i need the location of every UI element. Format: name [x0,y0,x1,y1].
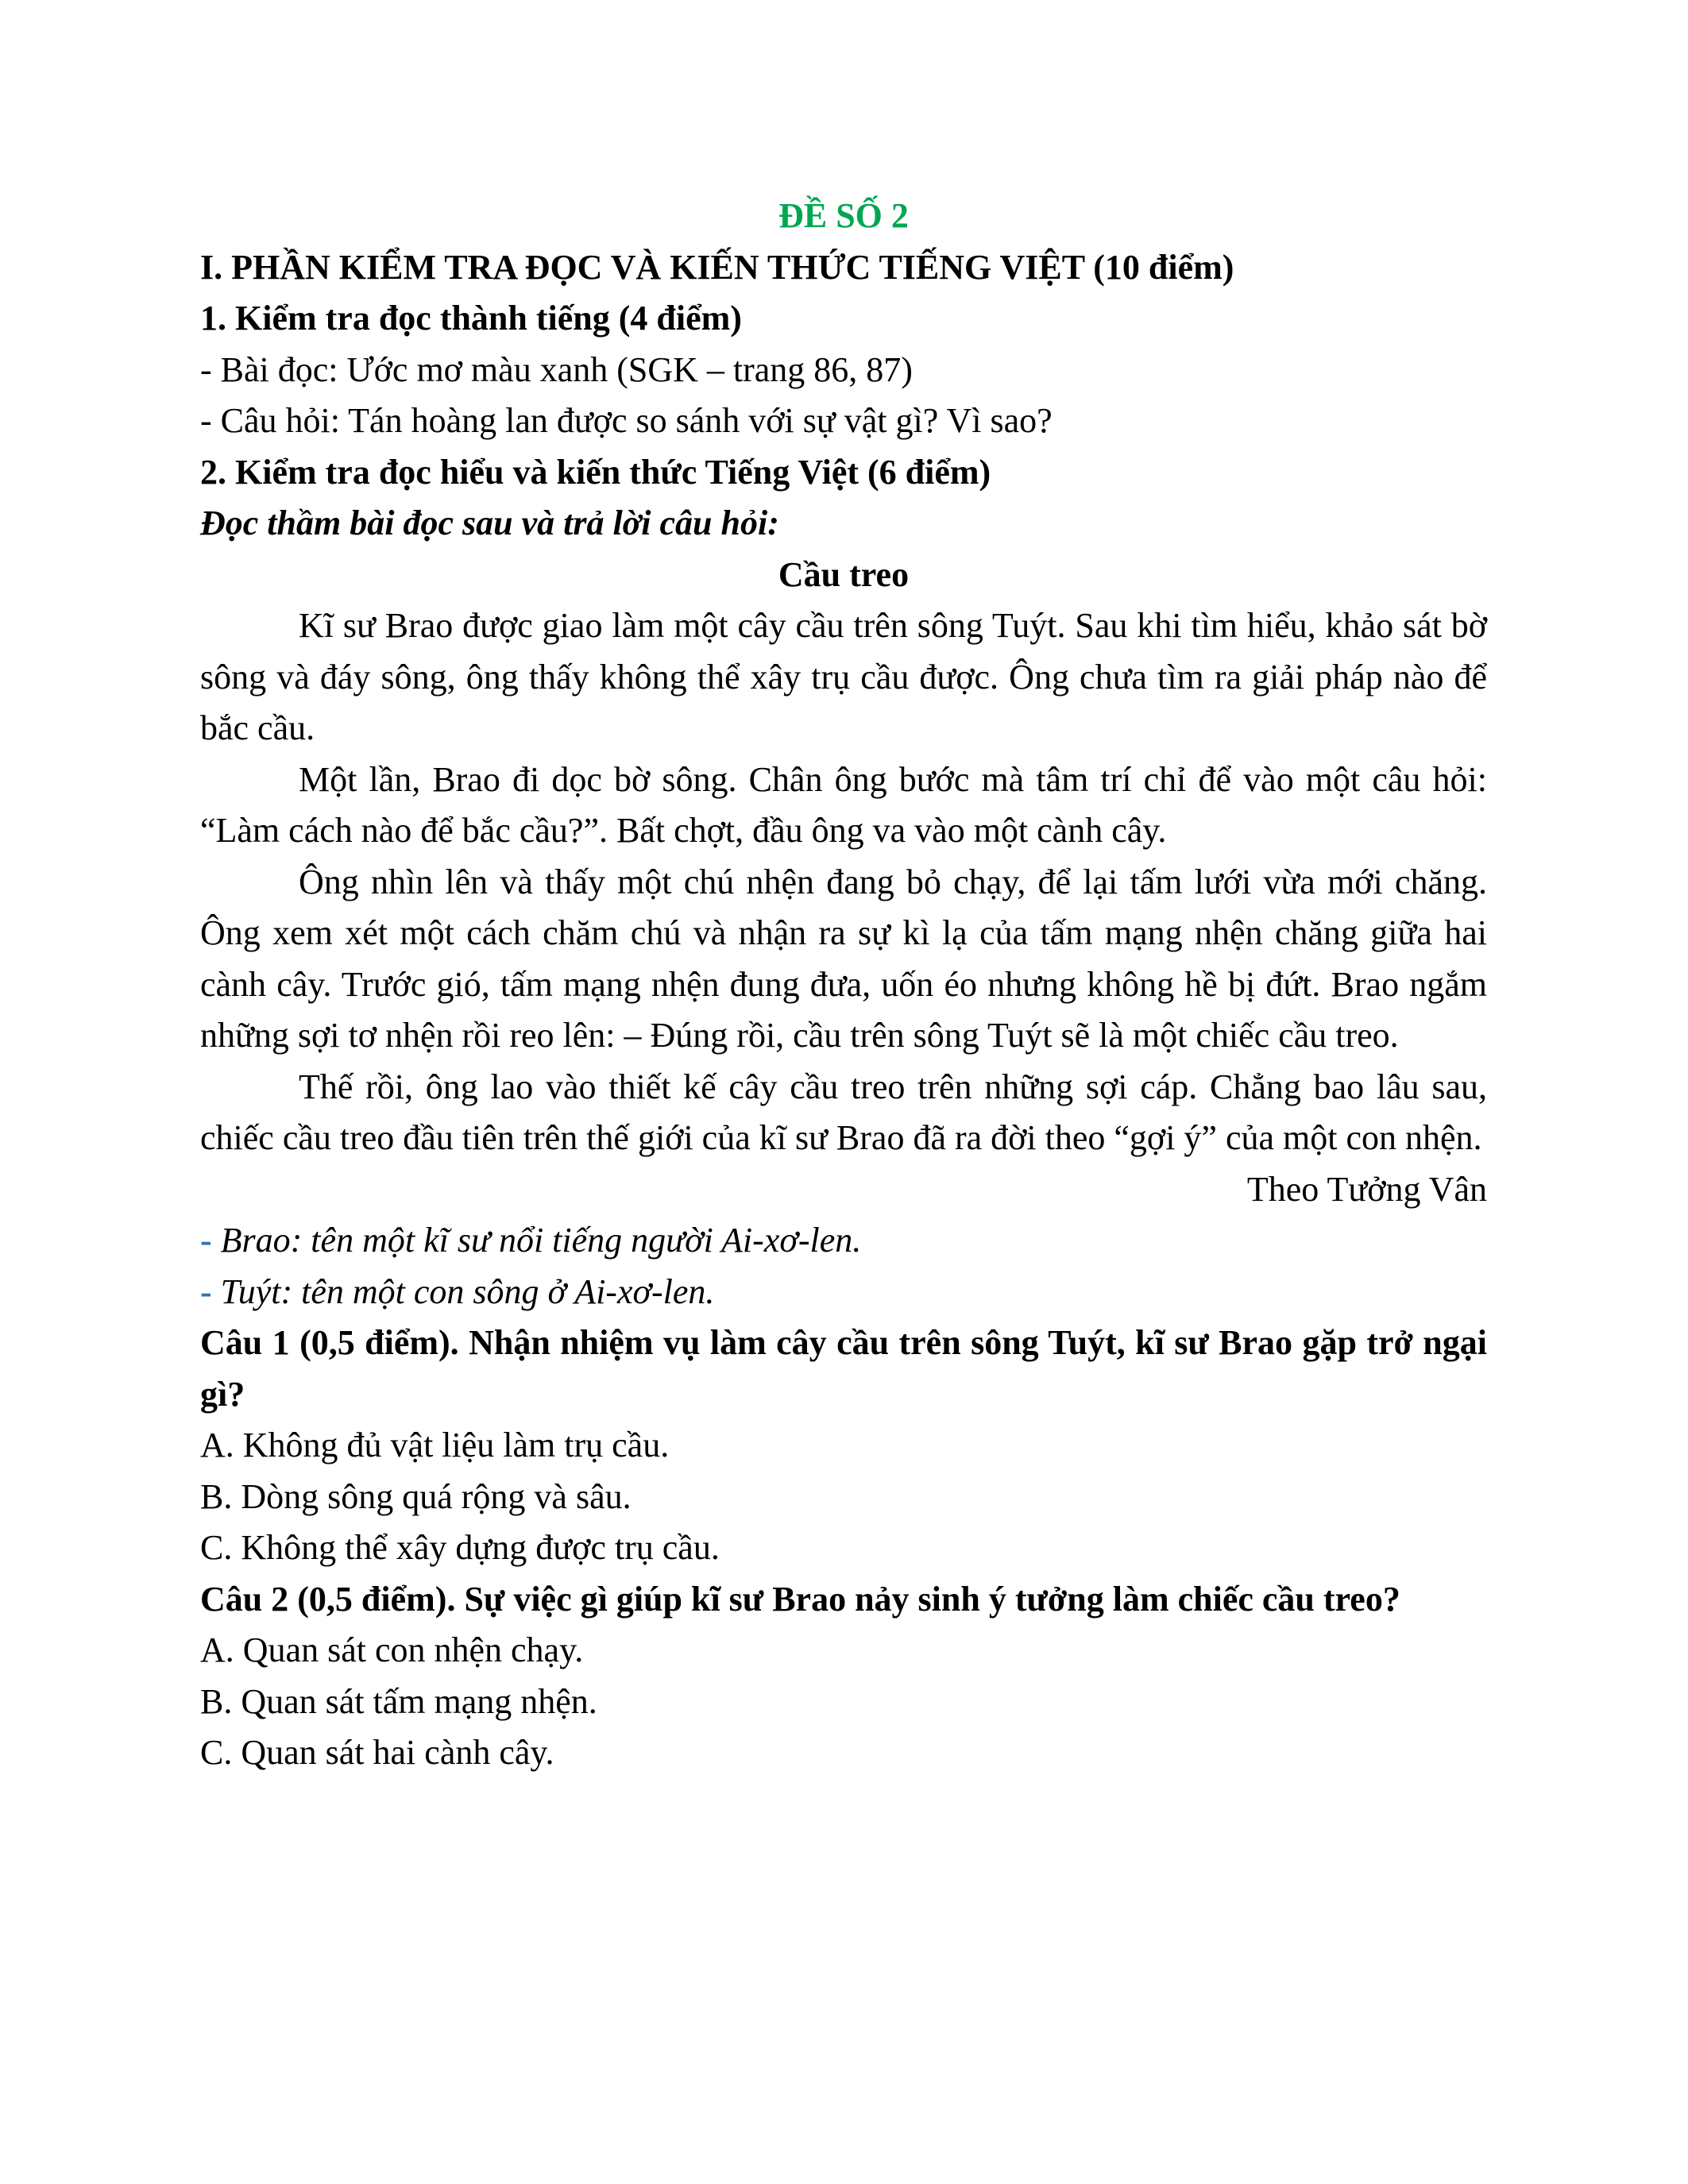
answer-option: C. Không thể xây dựng được trụ cầu. [200,1528,720,1567]
story-paragraph: Một lần, Brao đi dọc bờ sông. Chân ông bước mà tâm trí chỉ để vào một câu hỏi: “Làm cách nào để bắc cầu?”. Bất chợt, đầu ông va vào một cành cây. [200,759,1487,850]
story-source: Theo Tưởng Vân [1246,1169,1487,1209]
story-paragraph: Kĩ sư Brao được giao làm một cây cầu trên sông Tuýt. Sau khi tìm hiểu, khảo sát bờ sông và đáy sông, ông thấy không thể xây trụ cầu được. Ông chưa tìm ra giải pháp nào để bắc cầu. [200,606,1487,747]
reading-assignment: - Bài đọc: Ước mơ màu xanh (SGK – trang 86, 87) [200,349,913,389]
story-paragraph: Thế rồi, ông lao vào thiết kế cây cầu treo trên những sợi cáp. Chẳng bao lâu sau, chiếc cầu treo đầu tiên trên thế giới của kĩ sư Brao đã ra đời theo “gợi ý” của một con nhện. [200,1067,1487,1157]
answer-option: C. Quan sát hai cành cây. [200,1733,554,1772]
part-2-instruction: Đọc thầm bài đọc sau và trả lời câu hỏi: [200,504,779,542]
answer-option: B. Dòng sông quá rộng và sâu. [200,1476,632,1516]
question-text: . Nhận nhiệm vụ làm cây cầu trên sông Tuýt, kĩ sư Brao gặp trở ngại gì? [200,1323,1487,1414]
answer-option: A. Không đủ vật liệu làm trụ cầu. [200,1426,670,1464]
answer-option: B. Quan sát tấm mạng nhện. [200,1681,597,1721]
part-2-heading: 2. Kiểm tra đọc hiểu và kiến thức Tiếng Việt (6 điểm) [200,452,991,492]
note-text: Brao: tên một kĩ sư nổi tiếng người Ai-xơ-len. [211,1221,862,1260]
exam-title: ĐỀ SỐ 2 [778,196,909,235]
question-label: Câu 2 (0,5 điểm) [200,1579,447,1619]
part-1-heading: 1. Kiểm tra đọc thành tiếng (4 điểm) [200,299,742,338]
question-text: . Sự việc gì giúp kĩ sư Brao nảy sinh ý tưởng làm chiếc cầu treo? [446,1579,1400,1619]
section-heading: I. PHẦN KIỂM TRA ĐỌC VÀ KIẾN THỨC TIẾNG VIỆT (10 điểm) [200,247,1234,287]
question-label: Câu 1 (0,5 điểm) [200,1323,450,1362]
answer-option: A. Quan sát con nhện chạy. [200,1630,584,1669]
story-paragraph: Ông nhìn lên và thấy một chú nhện đang bỏ chạy, để lại tấm lưới vừa mới chăng. Ông xem xét một cách chăm chú và nhận ra sự kì lạ của tấm mạng nhện chăng giữa hai cành cây. Trước gió, tấm mạng nhện đung đưa, uốn éo nhưng không hề bị đứt. Brao ngắm những sợi tơ nhện rồi reo lên: – Đúng rồi, cầu trên sông Tuýt sẽ là một chiếc cầu treo. [200,862,1487,1055]
story-title: Cầu treo [778,554,910,594]
note-dash: - [200,1271,212,1311]
note-text: Tuýt: tên một con sông ở Ai-xơ-len. [211,1271,715,1311]
note-item [200,1267,1487,1318]
note-dash: - [200,1221,212,1260]
reading-question: - Câu hỏi: Tán hoàng lan được so sánh với sự vật gì? Vì sao? [200,401,1053,440]
note-item [200,1215,1487,1267]
question-1 [200,1318,1487,1420]
question-2 [200,1574,1487,1626]
exam-page [200,191,1487,1779]
